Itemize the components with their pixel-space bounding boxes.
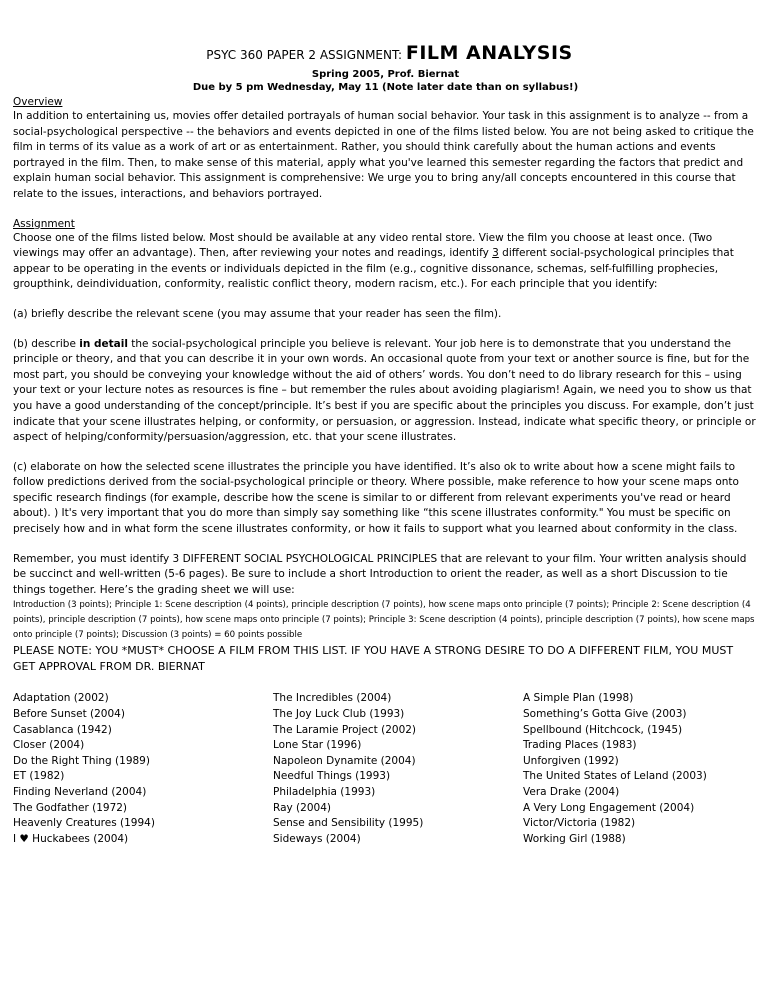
- item-b-pre: (b) describe: [13, 337, 80, 350]
- semester-line: Spring 2005, Prof. Biernat: [311, 69, 460, 80]
- item-b-paragraph: [13, 337, 758, 446]
- film-item: Needful Things (1993): [273, 770, 391, 783]
- title-prefix: PSYC 360 PAPER 2 ASSIGNMENT:: [206, 48, 403, 62]
- item-c-paragraph: (c) elaborate on how the selected scene illustrates the principle you have identified. It’s also ok to write about how a scene might fails to follow predictions derived from the social-psychological principle or theory. Where possible, make reference to how your scene maps onto specific research findings (for example, describe how the scene is similar to or different from relevant experiments you've read or heard about). ) It's very important that you do more than simply say something like “this scene illustrates conformity." You must be specific on precisely how and in what form the scene illustrates conformity, or how it fails to support what you learned about conformity in the class.: [13, 460, 739, 536]
- film-item: The Incredibles (2004): [273, 692, 392, 705]
- film-item: Vera Drake (2004): [523, 786, 620, 798]
- overview-paragraph: In addition to entertaining us, movies offer detailed portrayals of human social behavior. Your task in this assignment is to analyze -- from a social-psychological perspective -- the behaviors and events depicted in one of the films listed below. You are not being asked to critique the film in terms of its value as a work of art or as entertainment. Rather, you should think carefully about the human actions and events portrayed in the film. Then, to make sense of this material, apply what you've learned this semester regarding the factors that predict and explain human social behavior. This assignment is comprehensive: We urge you to bring any/all concepts encountered in this course that relate to the issues, interactions, and behaviors portrayed.: [13, 110, 754, 200]
- film-item: Casablanca (1942): [13, 723, 112, 736]
- film-item: A Very Long Engagement (2004): [523, 801, 695, 814]
- film-item: Napoleon Dynamite (2004): [273, 754, 416, 767]
- film-column-3: [523, 691, 758, 847]
- film-item: Lone Star (1996): [273, 739, 362, 752]
- item-a-paragraph: (a) briefly describe the relevant scene (you may assume that your reader has seen the film).: [13, 307, 502, 320]
- remember-paragraph: Remember, you must identify 3 DIFFERENT SOCIAL PSYCHOLOGICAL PRINCIPLES that are relevant to your film. Your written analysis should be succinct and well-written (5-6 pages). Be sure to include a short Introduction to orient the reader, as well as a short Discussion to tie things together. Here’s the grading sheet we will use:: [13, 552, 747, 596]
- assignment-intro-number: 3: [492, 247, 499, 260]
- film-item: The United States of Leland (2003): [523, 770, 707, 783]
- film-item: Unforgiven (1992): [523, 754, 619, 767]
- film-item: Do the Right Thing (1989): [13, 754, 150, 767]
- film-column-2: [273, 691, 523, 847]
- film-list: [13, 691, 758, 847]
- film-item: A Simple Plan (1998): [523, 692, 634, 705]
- assignment-intro-paragraph: [13, 231, 758, 293]
- assignment-intro-a: Choose one of the films listed below. Most should be available at any video rental store. View the film you choose at least once. (Two viewings may offer an advantage). Then, after reviewing your notes and readings, identify: [13, 231, 713, 260]
- film-item: Closer (2004): [13, 739, 85, 752]
- film-item: Sideways (2004): [273, 832, 361, 845]
- film-item: Before Sunset (2004): [13, 708, 125, 721]
- film-item: Finding Neverland (2004): [13, 786, 147, 798]
- document-page: [13, 44, 758, 847]
- film-item: The Godfather (1972): [13, 801, 128, 814]
- film-item: Trading Places (1983): [523, 739, 637, 752]
- grading-sheet: Introduction (3 points); Principle 1: Scene description (4 points), principle description (7 points), how scene maps onto principle (7 points); Principle 2: Scene description (4 points), principle description (7 points), how scene maps onto principle (7 points); Principle 3: Scene description (4 points), principle description (7 points), how scene maps onto principle (7 points); Discussion (3 points) = 60 points possible: [13, 600, 755, 641]
- film-item: The Joy Luck Club (1993): [273, 708, 405, 721]
- approval-note: PLEASE NOTE: YOU *MUST* CHOOSE A FILM FROM THIS LIST. IF YOU HAVE A STRONG DESIRE TO DO A DIFFERENT FILM, YOU MUST GET APPROVAL FROM DR. BIERNAT: [13, 644, 734, 673]
- overview-heading: Overview: [13, 96, 63, 108]
- document-title: [17, 44, 762, 64]
- film-item: Adaptation (2002): [13, 692, 109, 705]
- film-item: Something’s Gotta Give (2003): [523, 708, 687, 721]
- film-item: Heavenly Creatures (1994): [13, 817, 155, 830]
- film-item: The Laramie Project (2002): [273, 723, 417, 736]
- film-item: Victor/Victoria (1982): [523, 817, 636, 830]
- film-item: I ♥ Huckabees (2004): [13, 832, 129, 845]
- film-item: Sense and Sensibility (1995): [273, 817, 424, 830]
- film-item: ET (1982): [13, 770, 65, 783]
- item-b-bold: in detail: [79, 337, 128, 350]
- due-date-line: Due by 5 pm Wednesday, May 11 (Note later date than on syllabus!): [192, 82, 579, 93]
- film-item: Spellbound (Hitchcock, (1945): [523, 723, 683, 736]
- item-b-post: the social-psychological principle you believe is relevant. Your job here is to demonstrate that you understand the principle or theory, and that you can describe it in your own words. An occasional quote from your text or another source is fine, but for the most part, you should be conveying your knowledge without the aid of others’ words. You don’t need to do library research for this – using your text or your lecture notes as resources is fine – but remember the rules about avoiding plagiarism! Again, we need you to show us that you have a good understanding of the concept/principle. It’s best if you are specific about the principles you discuss. For example, don’t just indicate that your scene illustrates helping, or conformity, or persuasion, or aggression. Instead, indicate what specific theory, or principle or aspect of helping/conformity/persuasion/aggression, etc. that your scene illustrates.: [13, 337, 756, 444]
- assignment-heading: Assignment: [13, 217, 75, 230]
- assignment-intro-b: different social-psychological principles that appear to be operating in the events or individuals depicted in the film (e.g., cognitive dissonance, schemas, self-fulfilling prophecies, groupthink, deindividuation, conformity, realistic conflict theory, modern racism, etc.). For each principle that you identify:: [13, 247, 734, 291]
- film-column-1: [13, 691, 273, 847]
- film-item: Ray (2004): [273, 801, 331, 814]
- title-main: FILM ANALYSIS: [405, 42, 573, 64]
- film-item: Philadelphia (1993): [273, 786, 376, 798]
- film-item: Working Girl (1988): [523, 832, 626, 845]
